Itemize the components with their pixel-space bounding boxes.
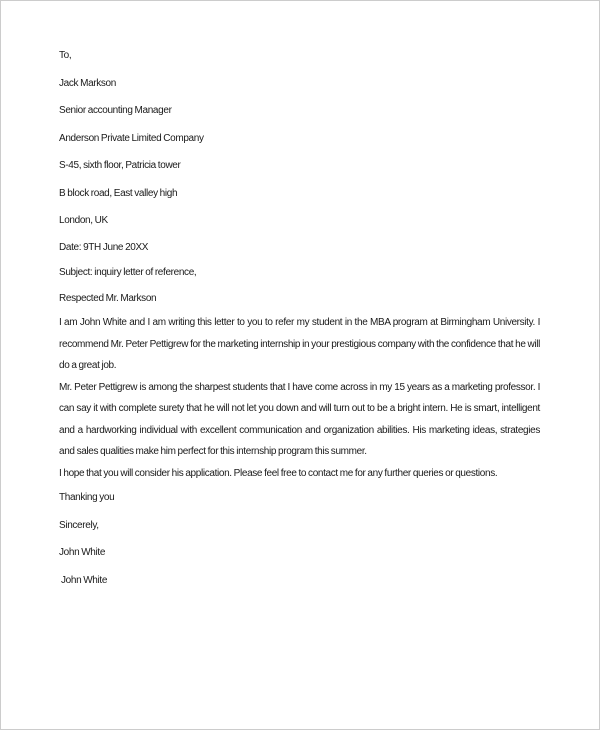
body-paragraph-hope: I hope that you will consider his application. Please feel free to contact me for any further queries or questions.	[59, 467, 498, 479]
recipient-line-to: To,	[59, 50, 72, 61]
city-line: London, UK	[59, 215, 108, 226]
signature-name: John White	[59, 547, 106, 558]
closing-thanks: Thanking you	[59, 492, 115, 503]
recipient-line-company: Anderson Private Limited Company	[59, 132, 204, 144]
salutation: Respected Mr. Markson	[59, 292, 157, 304]
recipient-line-address1: S-45, sixth floor, Patricia tower	[59, 160, 181, 171]
closing-sincerely: Sincerely,	[59, 519, 99, 531]
recipient-line-title: Senior accounting Manager	[59, 105, 172, 116]
date-line: Date: 9TH June 20XX	[59, 241, 149, 253]
recipient-line-address2: B block road, East valley high	[59, 187, 178, 199]
closing-block	[59, 484, 540, 594]
subject-line: Subject: inquiry letter of reference,	[59, 266, 197, 278]
signature-name-2: John White	[61, 574, 108, 586]
body-paragraph-reference: Mr. Peter Pettigrew is among the sharpest students that I have come across in my 15 years as a marketing professor. I can say it with complete surety that he will not let you down and will turn out to be a bright intern. He is smart, intelligent and a hardworking individual with excellent communication and organization abilities. His marketing ideas, strategies and sales qualities make him perfect for this internship program this summer.	[59, 381, 540, 457]
body-paragraph-intro: I am John White and I am writing this letter to you to refer my student in the MBA program at Birmingham University. I recommend Mr. Peter Pettigrew for the marketing internship in your prestigious company with the confidence that he will do a great job.	[59, 317, 540, 371]
recipient-address-block	[59, 42, 540, 207]
recipient-line-name: Jack Markson	[59, 77, 116, 89]
